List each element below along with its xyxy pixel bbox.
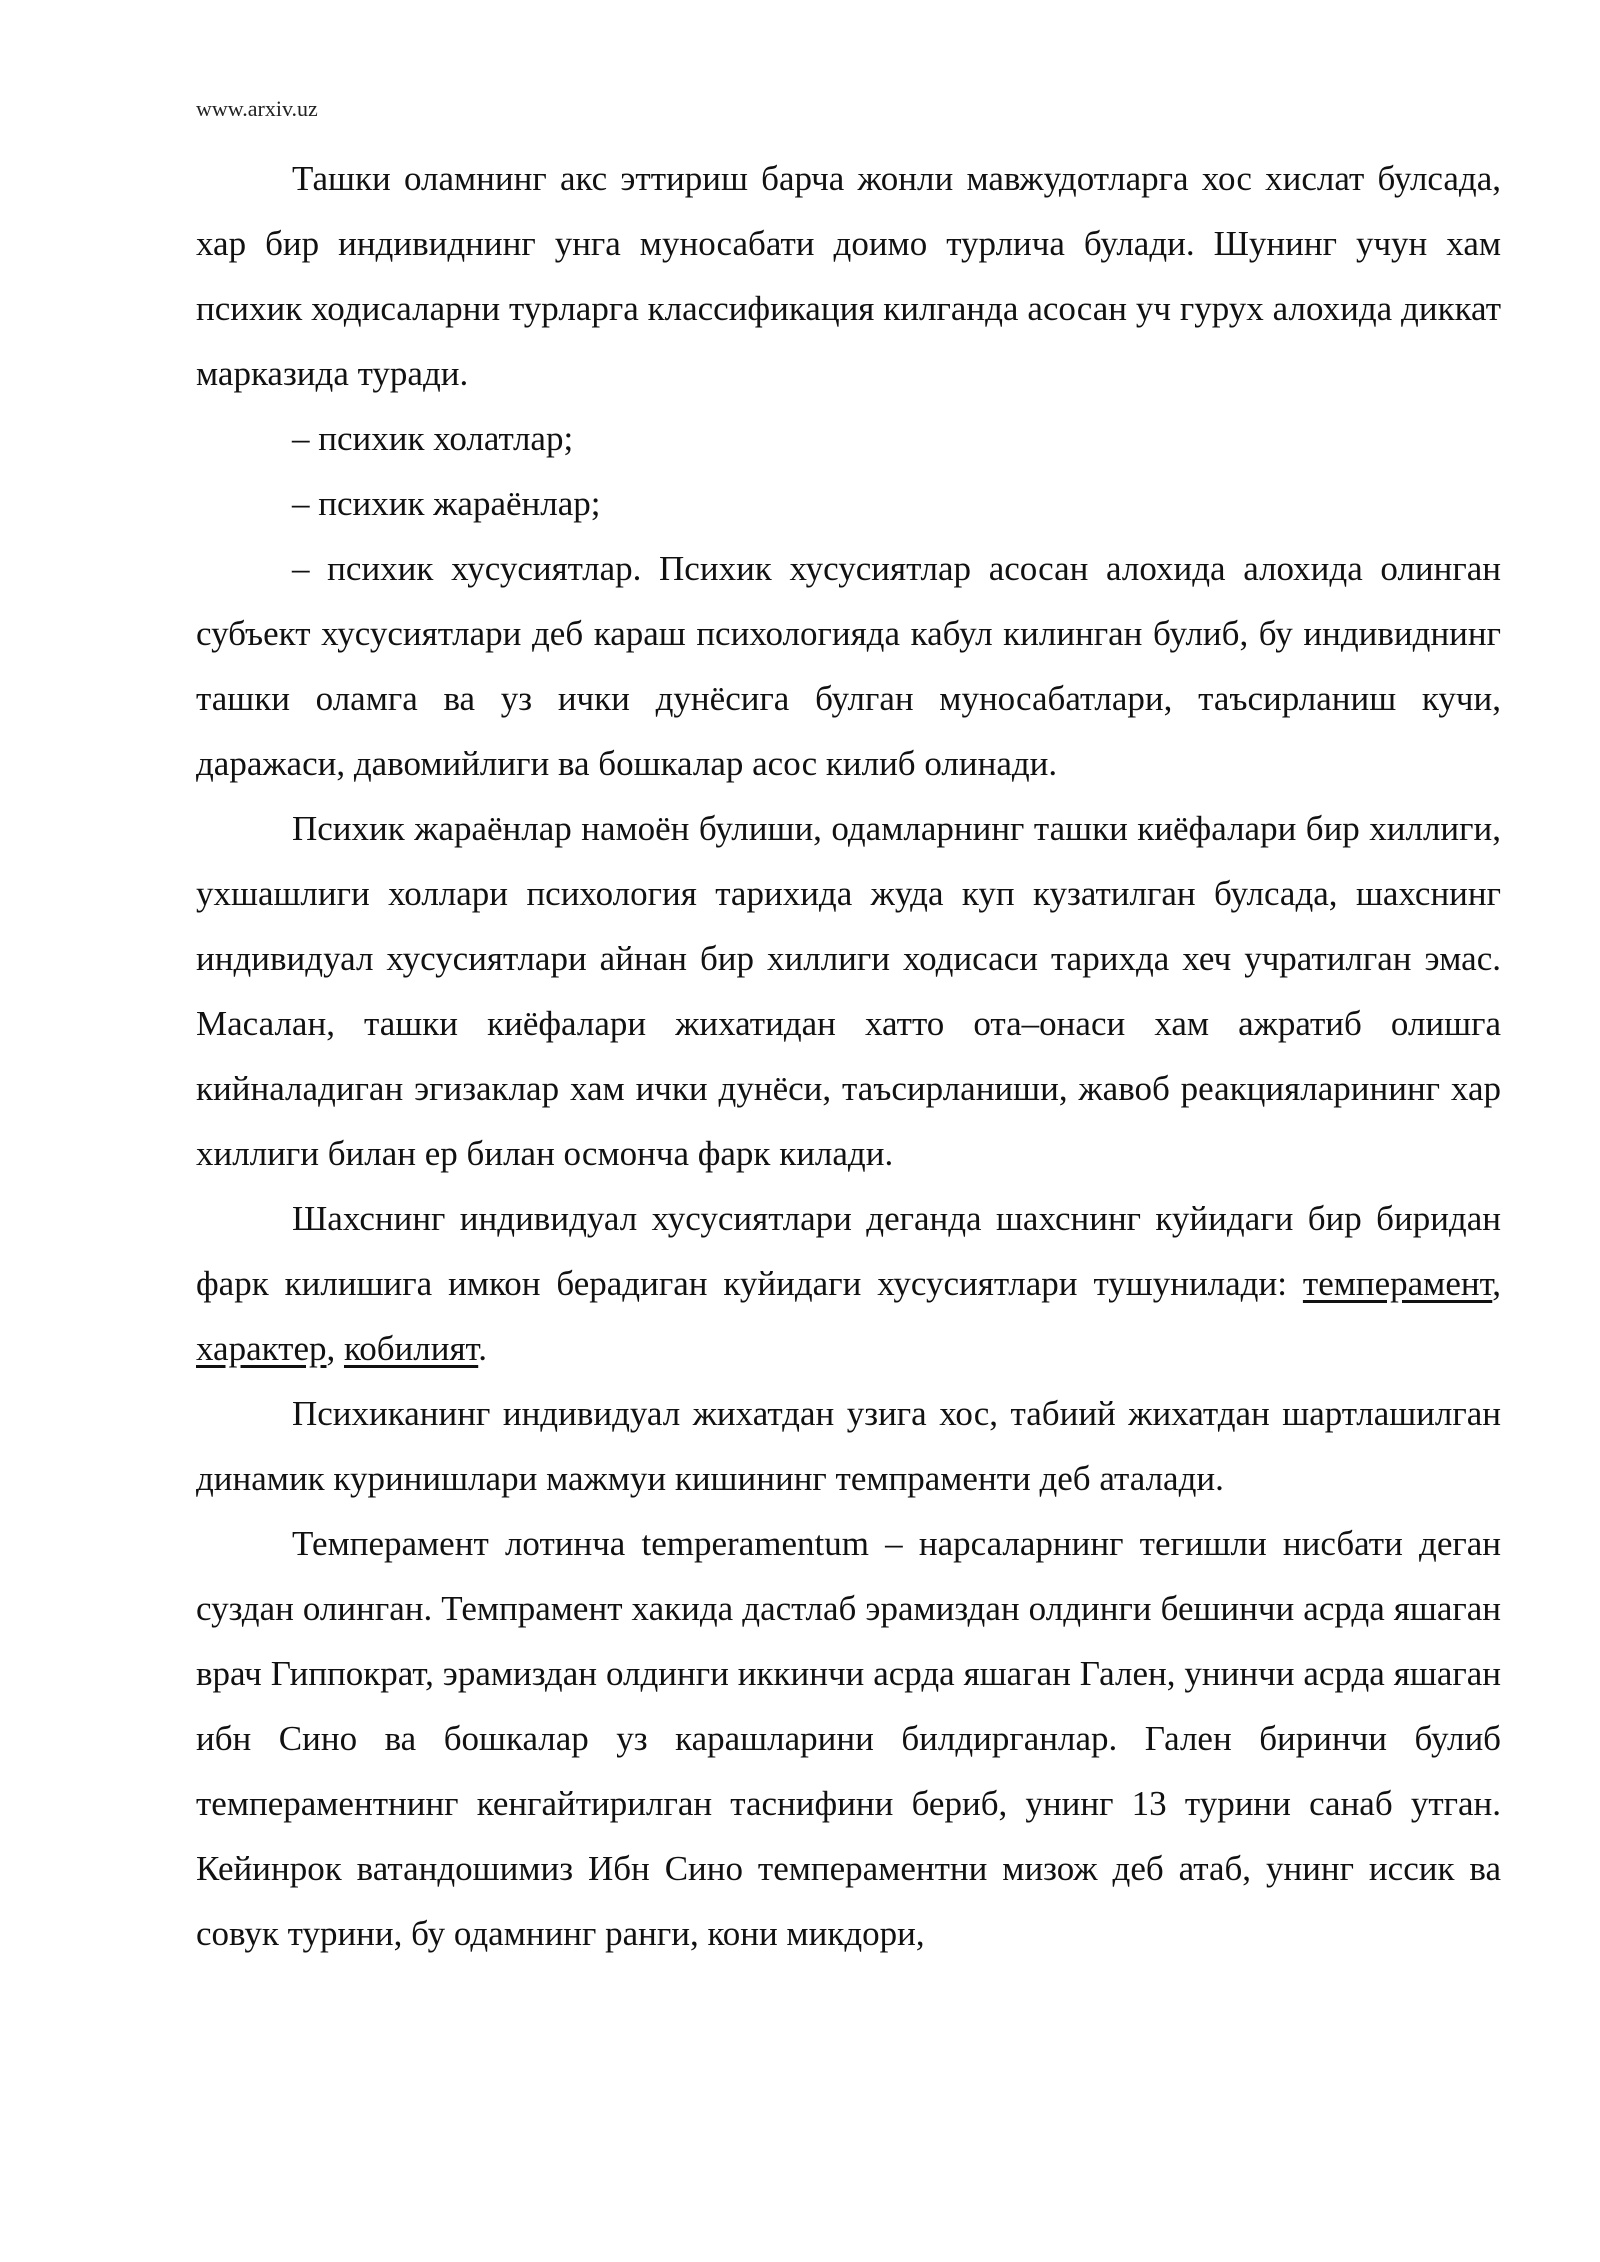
term-separator-1: , [1492, 1264, 1502, 1303]
paragraph-temperament-definition: Психиканинг индивидуал жихатдан узига хос, табиий жихатдан шартлашилган динамик куринишлари мажмуи кишининг темпраменти деб аталади. [196, 1394, 1501, 1498]
term-separator-2: , [326, 1329, 344, 1368]
document-body [196, 146, 1501, 1966]
term-ability: кобилият [343, 1329, 479, 1368]
term-temperament: темперамент [1302, 1264, 1493, 1303]
list-item-mental-processes: – психик жараёнлар; [292, 484, 601, 523]
paragraph-mental-processes: Психик жараёнлар намоён булиши, одамларнинг ташки киёфалари бир хиллиги, ухшашлиги холлари психология тарихида жуда куп кузатилган булсада, шахснинг индивидуал хусусиятлари айнан бир хиллиги ходисаси тарихда хеч учратилган эмас. Масалан, ташки киёфалари жихатидан хатто ота–онаси хам ажратиб олишга кийналадиган эгизаклар хам ички дунёси, таъсирланиши, жавоб реакцияларининг хар хиллиги билан ер билан осмонча фарк килади. [196, 809, 1501, 1173]
term-character: характер [196, 1329, 327, 1368]
list-item-mental-states: – психик холатлар; [292, 419, 574, 458]
paragraph-intro: Ташки оламнинг акс эттириш барча жонли мавжудотларга хос хислат булсада, хар бир индивиднинг унга муносабати доимо турлича булади. Шунинг учун хам психик ходисаларни турларга классификация килганда асосан уч гурух алохида диккат марказида туради. [196, 159, 1501, 393]
individual-properties-text: Шахснинг индивидуал хусусиятлари деганда шахснинг куйидаги бир биридан фарк килишига имкон берадиган куйидаги хусусиятлари тушунилади: [196, 1199, 1501, 1303]
paragraph-temperament-history: Темперамент лотинча temperamentum – нарсаларнинг тегишли нисбати деган суздан олинган. Темпрамент хакида дастлаб эрамиздан олдинги бешинчи асрда яшаган врач Гиппократ, эрамиздан олдинги иккинчи асрда яшаган Гален, унинчи асрда яшаган ибн Сино ва бошкалар уз карашларини билдирганлар. Гален биринчи булиб темпераментнинг кенгайтирилган таснифини бериб, унинг 13 турини санаб утган. Кейинрок ватандошимиз Ибн Сино темпераментни мизож деб атаб, унинг иссик ва совук турини, бу одамнинг ранги, кони микдори, [196, 1524, 1501, 1953]
header-url: www.arxiv.uz [196, 96, 318, 121]
list-item-mental-properties: – психик хусусиятлар. Психик хусусиятлар асосан алохида алохида олинган субъект хусусиятлари деб караш психологияда кабул килинган булиб, бу индивиднинг ташки оламга ва уз ички дунёсига булган муносабатлари, таъсирланиш кучи, даражаси, давомийлиги ва бошкалар асос килиб олинади. [196, 549, 1501, 783]
paragraph-individual-properties [196, 1186, 1501, 1381]
term-end: . [478, 1329, 487, 1368]
